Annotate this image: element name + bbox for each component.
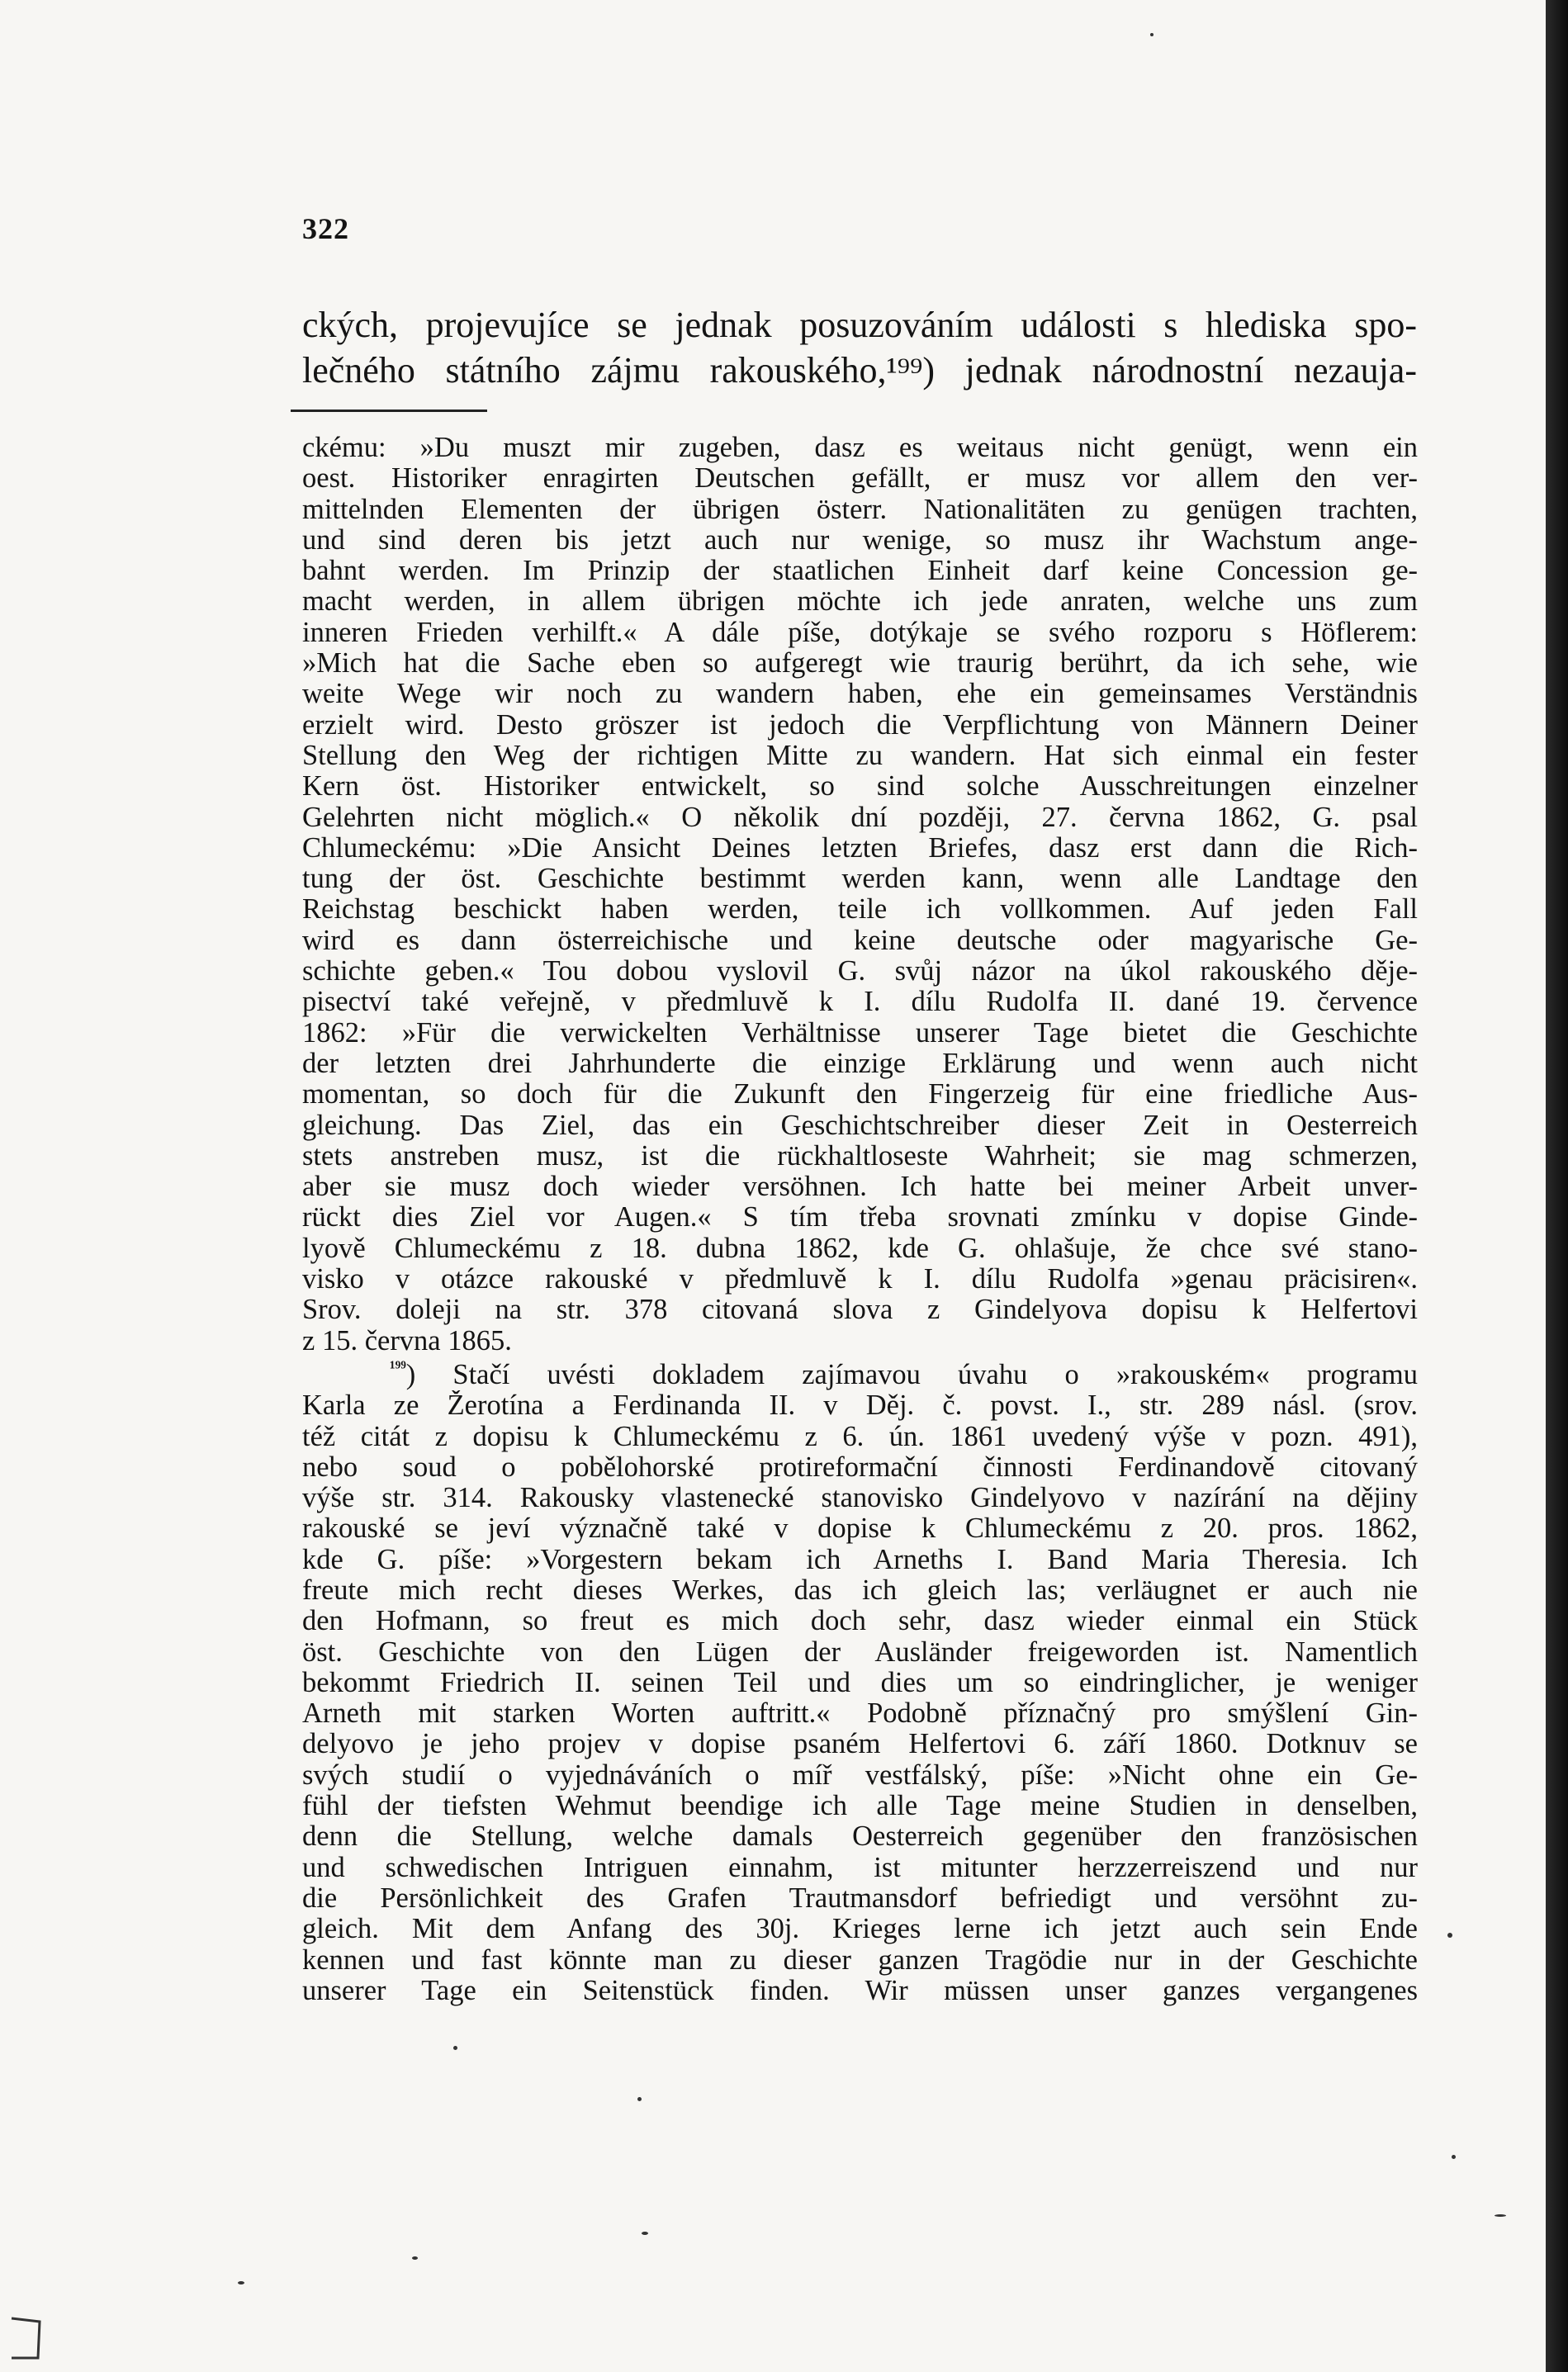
footnote-line: und schwedischen Intriguen einnahm, ist mitunter herzzerreiszend und nur	[302, 1852, 1418, 1883]
footnote-line: visko v otázce rakouské v předmluvě k I. dílu Rudolfa »genau präcisiren«.	[302, 1264, 1418, 1295]
footnote-line: Srov. doleji na str. 378 citovaná slova z Gindelyova dopisu k Helfertovi	[302, 1295, 1418, 1326]
footnote-line: Karla ze Žerotína a Ferdinanda II. v Děj. č. povst. I., str. 289 násl. (srov.	[302, 1390, 1418, 1422]
footnote-line: rakouské se jeví význačně také v dopise k Chlumeckému z 20. pros. 1862,	[302, 1513, 1418, 1545]
scan-speck	[453, 2046, 457, 2050]
main-text-line: lečného státního zájmu rakouského,¹⁹⁹) jednak národnostní nezauja-	[302, 350, 1417, 391]
footnote-line: též citát z dopisu k Chlumeckému z 6. ún. 1861 uvedený výše v pozn. 491),	[302, 1421, 1418, 1452]
footnote-line-text: ) Stačí uvésti dokladem zajímavou úvahu o »rakouském« programu	[405, 1359, 1418, 1390]
footnote-line: freute mich recht dieses Werkes, das ich gleich las; verläugnet er auch nie	[302, 1574, 1418, 1606]
footnote-line: tung der öst. Geschichte bestimmt werden kann, wenn alle Landtage den	[302, 864, 1418, 895]
footnote-line: bahnt werden. Im Prinzip der staatlichen Einheit darf keine Concession ge-	[302, 556, 1418, 587]
footnote-line: Reichstag beschickt haben werden, teile ich vollkommen. Auf jeden Fall	[302, 894, 1418, 926]
footnote-200	[302, 1360, 1418, 2006]
page-corner-fold	[8, 2312, 54, 2361]
footnote-line: erzielt wird. Desto gröszer ist jedoch die Verpflichtung von Männern Deiner	[302, 709, 1418, 741]
footnote-line: der letzten drei Jahrhunderte die einzige Erklärung und wenn auch nicht	[302, 1048, 1418, 1079]
footnote-separator	[291, 410, 487, 412]
footnote-line	[302, 1360, 1418, 1390]
footnote-line: z 15. června 1865.	[302, 1325, 512, 1356]
footnote-line: aber sie musz doch wieder versöhnen. Ich hatte bei meiner Arbeit unver-	[302, 1172, 1418, 1203]
footnote-line: mittelnden Elementen der übrigen österr. Nationalitäten zu genügen trachten,	[302, 494, 1418, 525]
footnote-line: nebo soud o pobělohorské protireformační činnosti Ferdinandově citovaný	[302, 1451, 1418, 1483]
footnote-line: weite Wege wir noch zu wandern haben, ehe ein gemeinsames Verständnis	[302, 679, 1418, 710]
scan-speck	[1150, 33, 1153, 36]
footnote-line: kennen und fast könnte man zu dieser ganzen Tragödie nur in der Geschichte	[302, 1944, 1418, 1976]
footnote-line: »Mich hat die Sache eben so aufgeregt wie traurig berührt, da ich sehe, wie	[302, 648, 1418, 679]
scan-speck	[412, 2256, 418, 2260]
footnote-line: schichte geben.« Tou dobou vyslovil G. svůj názor na úkol rakouského děje-	[302, 956, 1418, 987]
footnote-line: 1862: »Für die verwickelten Verhältnisse unserer Tage bietet die Geschichte	[302, 1017, 1418, 1049]
footnote-line: kde G. píše: »Vorgestern bekam ich Arneths I. Band Maria Theresia. Ich	[302, 1544, 1418, 1575]
footnote-line: die Persönlichkeit des Grafen Trautmansdorf befriedigt und versöhnt zu-	[302, 1882, 1418, 1914]
footnote-line: und sind deren bis jetzt auch nur wenige, so musz ihr Wachstum ange-	[302, 524, 1418, 556]
footnotes	[302, 433, 1418, 2006]
scan-speck	[642, 2232, 648, 2235]
footnote-line: lyově Chlumeckému z 18. dubna 1862, kde G. ohlašuje, že chce své stano-	[302, 1233, 1418, 1264]
footnote-line: macht werden, in allem übrigen möchte ich jede anraten, welche uns zum	[302, 586, 1418, 618]
scan-border	[1546, 0, 1568, 2372]
footnote-line: rückt dies Ziel vor Augen.« S tím třeba srovnati zmínku v dopise Ginde-	[302, 1202, 1418, 1233]
scan-speck	[637, 2097, 642, 2101]
footnote-line: bekommt Friedrich II. seinen Teil und dies um so eindringlicher, je weniger	[302, 1667, 1418, 1698]
footnote-line: Gelehrten nicht möglich.« O několik dní později, 27. června 1862, G. psal	[302, 802, 1418, 833]
footnote-line: stets anstreben musz, ist die rückhaltloseste Wahrheit; sie mag schmerzen,	[302, 1140, 1418, 1172]
footnote-line: öst. Geschichte von den Lügen der Ausländer freigeworden ist. Namentlich	[302, 1636, 1418, 1668]
footnote-line: ckému: »Du muszt mir zugeben, dasz es weitaus nicht genügt, wenn ein	[302, 433, 1418, 463]
main-text	[302, 302, 1417, 393]
footnote-line: momentan, so doch für die Zukunft den Fingerzeig für eine friedliche Aus-	[302, 1079, 1418, 1110]
page-number: 322	[302, 212, 349, 245]
footnote-line: Stellung den Weg der richtigen Mitte zu wandern. Hat sich einmal ein fester	[302, 740, 1418, 771]
scan-speck	[1447, 1933, 1452, 1938]
footnote-line: wird es dann österreichische und keine deutsche oder magyarische Ge-	[302, 925, 1418, 956]
footnote-line: Arneth mit starken Worten auftritt.« Podobně příznačný pro smýšlení Gin-	[302, 1698, 1418, 1730]
footnote-line: gleich. Mit dem Anfang des 30j. Krieges lerne ich jetzt auch sein Ende	[302, 1914, 1418, 1945]
footnote-line: pisectví také veřejně, v předmluvě k I. dílu Rudolfa II. dané 19. července	[302, 987, 1418, 1018]
footnote-continued	[302, 433, 1418, 1356]
scan-speck	[238, 2281, 244, 2284]
footnote-line: výše str. 314. Rakousky vlastenecké stanovisko Gindelyovo v nazírání na dějiny	[302, 1483, 1418, 1514]
footnote-line: Kern öst. Historiker entwickelt, so sind solche Ausschreitungen einzelner	[302, 771, 1418, 803]
scan-speck	[1495, 2214, 1506, 2217]
footnote-line: gleichung. Das Ziel, das ein Geschichtschreiber dieser Zeit in Oesterreich	[302, 1110, 1418, 1141]
footnote-line: den Hofmann, so freut es mich doch sehr, dasz wieder einmal ein Stück	[302, 1606, 1418, 1637]
main-text-line: ckých, projevujíce se jednak posuzováním události s hlediska spo-	[302, 305, 1417, 345]
footnote-line: fühl der tiefsten Wehmut beendige ich alle Tage meine Studien in denselben,	[302, 1791, 1418, 1822]
footnote-line: inneren Frieden verhilft.« A dále píše, dotýkaje se svého rozporu s Höflerem:	[302, 617, 1418, 648]
footnote-line: Chlumeckému: »Die Ansicht Deines letzten Briefes, dasz erst dann die Rich-	[302, 832, 1418, 864]
footnote-marker: ¹⁹⁹	[390, 1359, 406, 1378]
scan-speck	[1452, 2155, 1456, 2159]
footnote-line: unserer Tage ein Seitenstück finden. Wir müssen unser ganzes vergangenes	[302, 1975, 1418, 2006]
footnote-line: delyovo je jeho projev v dopise psaném Helfertovi 6. září 1860. Dotknuv se	[302, 1729, 1418, 1760]
footnote-line: oest. Historiker enragirten Deutschen gefällt, er musz vor allem den ver-	[302, 463, 1418, 495]
footnote-line: svých studií o vyjednáváních o míř vestfálský, píše: »Nicht ohne ein Ge-	[302, 1759, 1418, 1791]
footnote-line: denn die Stellung, welche damals Oesterreich gegenüber den französischen	[302, 1821, 1418, 1853]
